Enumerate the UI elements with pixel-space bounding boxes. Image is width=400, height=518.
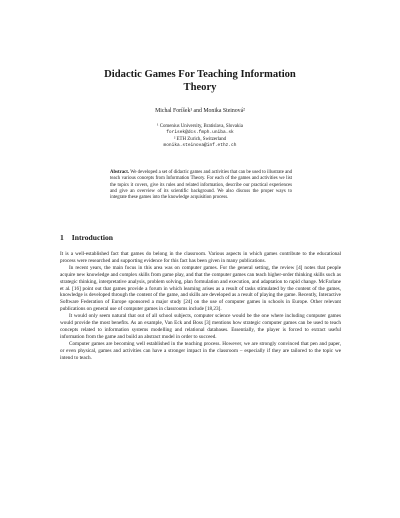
section-heading (60, 233, 113, 242)
section-number: 1 (60, 233, 64, 242)
abstract-text: We developed a set of didactic games and activities that can be used to illustrate and teach various concepts from Information Theory. For each of the games and activities we list the topics it covers, give its rules and related information, describe our practical experiences and give an overview of its scientific background. We also discuss the proper ways to integrate these games into the knowledge acquisition process. (110, 170, 292, 201)
section-body (60, 251, 341, 362)
title-line-1: Didactic Games For Teaching Information (104, 69, 296, 80)
affiliation-line: ² ETH Zurich, Switzerland (173, 136, 227, 142)
author-email: monika.steinova@inf.ethz.ch (163, 143, 237, 149)
abstract (110, 170, 292, 201)
body-paragraph: Computer games are becoming well established in the teaching process. However, we are strongly convinced that pen and paper, or even physical, games and activities can have a stronger impact in the classroom – especially if they are tailored to the topic we intend to teach. (60, 340, 341, 361)
body-paragraph: In recent years, the main focus in this area was on computer games. For the general setting, the review [4] notes that people acquire new knowledge and complex skills from game play, and that the computer games can teach higher-order thinking skills such as strategic thinking, interpretative analysis, problem solving, plan formulation and execution, and adaptation to rapid change. McFarlane et al. [16] point out that games provide a forum in which learning arises as a result of tasks stimulated by the content of the games, knowledge is developed through the content of the game, and skills are developed as a result of playing the game. Recently, Interactive Software Federation of Europe sponsored a major study [24] on the use of computer games in schools in Europe. Other relevant publications on general use of computer games in classrooms include [18,23]. (60, 264, 341, 313)
affiliation-line: ¹ Comenius University, Bratislava, Slovakia (157, 124, 243, 129)
author-email: forisek@dcs.fmph.uniba.sk (166, 130, 234, 136)
section-title: Introduction (71, 233, 114, 242)
body-paragraph: It is a well-established fact that games do belong in the classroom. Various aspects in which games contribute to the educational process were researched and supporting evidence for this fact has been given in many publications. (60, 251, 341, 264)
abstract-label: Abstract. (110, 170, 130, 175)
affiliations (60, 124, 340, 150)
author-list: Michal Foríšek¹ and Monika Steinová² (155, 108, 245, 114)
body-paragraph: It would only seem natural that out of all school subjects, computer science would be the one where including computer games would provide the most benefits. As an example, Van Eck and Boss [3] mentions how strategic computer games can be used to teach concepts related to information systems modelling and relational databases. Essentially, the player is forced to extract useful information from the game and build an abstract model in order to succeed. (60, 313, 341, 340)
paper-title (60, 68, 340, 94)
title-line-2: Theory (183, 82, 217, 93)
